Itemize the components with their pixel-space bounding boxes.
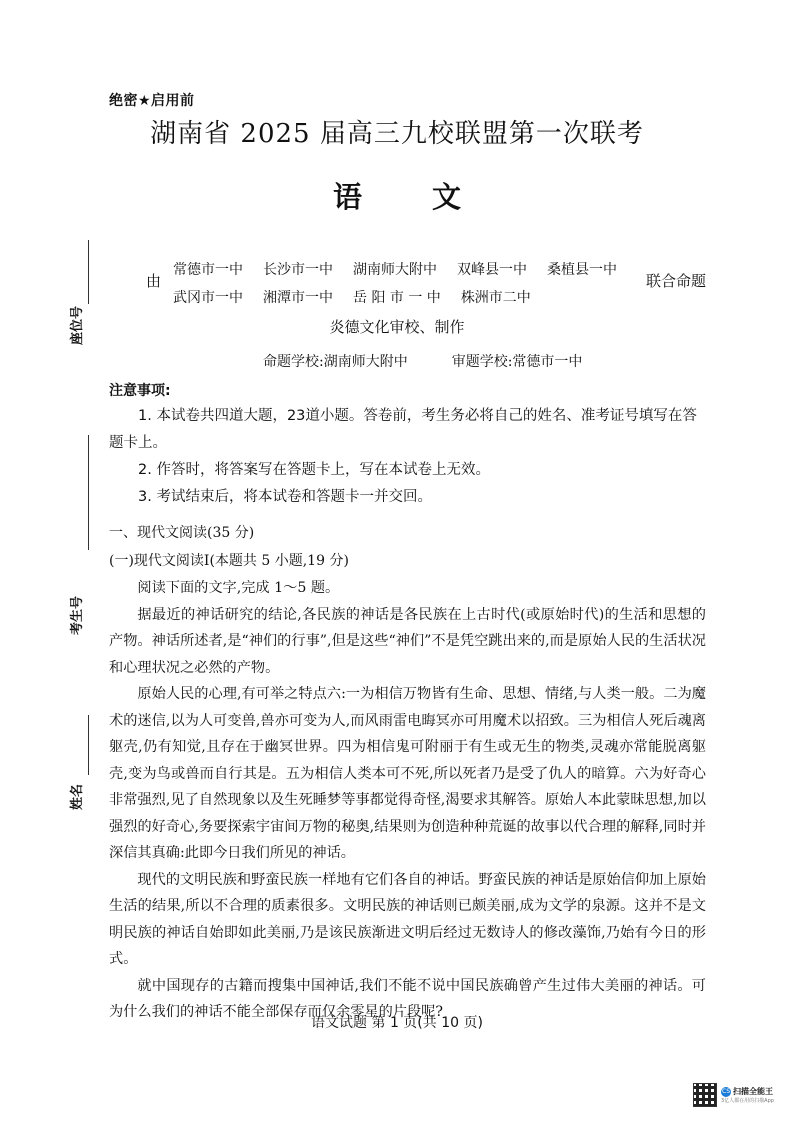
producer-line: 炎德文化审校、制作 [329, 318, 465, 336]
subject-char-2: 文 [432, 180, 462, 214]
passage-paragraph: 据最近的神话研究的结论,各民族的神话是各民族在上古时代(或原始时代)的生活和思想的产物。神话所述者,是“神们的行事”,但是这些“神们”不是凭空跳出来的,而是原始人民的生活状况和心理状况之必然的产物。 [109, 606, 706, 676]
school-name: 株洲市二中 [460, 290, 531, 306]
qr-code-icon [693, 1083, 717, 1107]
passage-paragraph: 原始人民的心理,有可举之特点六:一为相信万物皆有生命、思想、情绪,与人类一般。二为魔术的迷信,以为人可变兽,兽亦可变为人,而风雨雷电晦冥亦可用魔术以招致。三为相信人死后魂离躯壳,仍有知觉,且存在于幽冥世界。四为相信鬼可附丽于有生或无生的物类,灵魂亦常能脱离躯壳,变为鸟或兽而自行其是。五为相信人类本可不死,所以死者乃是受了仇人的暗算。六为好奇心非常强烈,见了自然现象以及生死睡梦等事都觉得奇怪,渴要求其解答。原始人本此蒙昧思想,加以强烈的好奇心,务要探索宇宙间万物的秘奥,结果则为创造种种荒诞的故事以代合理的解释,同时并深信其真确:此即今日我们所见的神话。 [109, 686, 706, 861]
notice-item: 3. 考试结束后，将本试卷和答题卡一并交回。 [138, 489, 432, 505]
notice-list [109, 403, 703, 511]
subject-title [0, 175, 794, 216]
school-name: 武冈市一中 [173, 290, 243, 306]
reading-passage [109, 575, 706, 1026]
school-name: 湘潭市一中 [263, 290, 333, 306]
proposal-line [263, 351, 582, 371]
page-footer: 语文试题 第 1 页(共 10 页) [311, 1015, 483, 1031]
exam-number-label: 考生号 [70, 595, 85, 635]
seat-number-label: 座位号 [70, 305, 85, 345]
name-label: 姓名 [70, 783, 85, 810]
school-name: 常德市一中 [173, 262, 243, 278]
section-heading: 一、现代文阅读(35 分) [109, 525, 255, 541]
binding-line [88, 715, 89, 775]
binding-line [88, 240, 89, 304]
school-row-1 [173, 256, 637, 284]
subject-char-1: 语 [332, 180, 362, 214]
school-row-2 [173, 284, 637, 312]
notice-item: 2. 作答时，将答案写在答题卡上，写在本试卷上无效。 [138, 462, 490, 478]
notice-item: 1. 本试卷共四道大题，23道小题。答卷前，考生务必将自己的姓名、准考证号填写在答题卡上。 [109, 408, 697, 451]
binding-line [88, 435, 89, 550]
union-prefix: 由 [146, 272, 162, 290]
exam-title: 湖南省 2025 届高三九校联盟第一次联考 [150, 119, 644, 149]
joint-proposition: 联合命题 [646, 272, 707, 290]
passage-paragraph: 现代的文明民族和野蛮民族一样地有它们各自的神话。野蛮民族的神话是原始信仰加上原始生活的结果,所以不合理的质素很多。文明民族的神话则已颇美丽,成为文学的泉源。这并不是文明民族的神话自始即如此美丽,乃是该民族渐进文明后经过无数诗人的修改藻饰,乃始有今日的形式。 [109, 871, 706, 967]
school-name: 桑植县一中 [547, 262, 617, 278]
reviewer-school: 审题学校:常德市一中 [451, 354, 583, 370]
school-name: 双峰县一中 [457, 262, 527, 278]
school-name: 湖南师大附中 [353, 262, 437, 278]
scanner-app-name: 扫描全能王 [733, 1087, 773, 1096]
notice-heading: 注意事项: [109, 383, 171, 399]
school-list [173, 256, 637, 312]
passage-instruction: 阅读下面的文字,完成 1～5 题。 [137, 580, 340, 596]
passage-paragraph: 就中国现存的古籍而搜集中国神话,我们不能不说中国民族确曾产生过伟大美丽的神话。可为什么我们的神话不能全部保存而仅余零星的片段呢? [109, 977, 706, 1020]
camscanner-logo-icon: CS [722, 1087, 730, 1095]
school-name: 长沙市一中 [263, 262, 333, 278]
confidential-label: 绝密★启用前 [109, 93, 195, 109]
scanner-watermark [693, 1080, 788, 1110]
scanner-tagline: 3亿人都在用的扫描App [721, 1098, 774, 1104]
subsection-heading: (一)现代文阅读Ⅰ(本题共 5 小题,19 分) [109, 553, 349, 569]
proposer-school: 命题学校:湖南师大附中 [263, 354, 408, 370]
school-name: 岳 阳 市 一 中 [353, 290, 441, 306]
